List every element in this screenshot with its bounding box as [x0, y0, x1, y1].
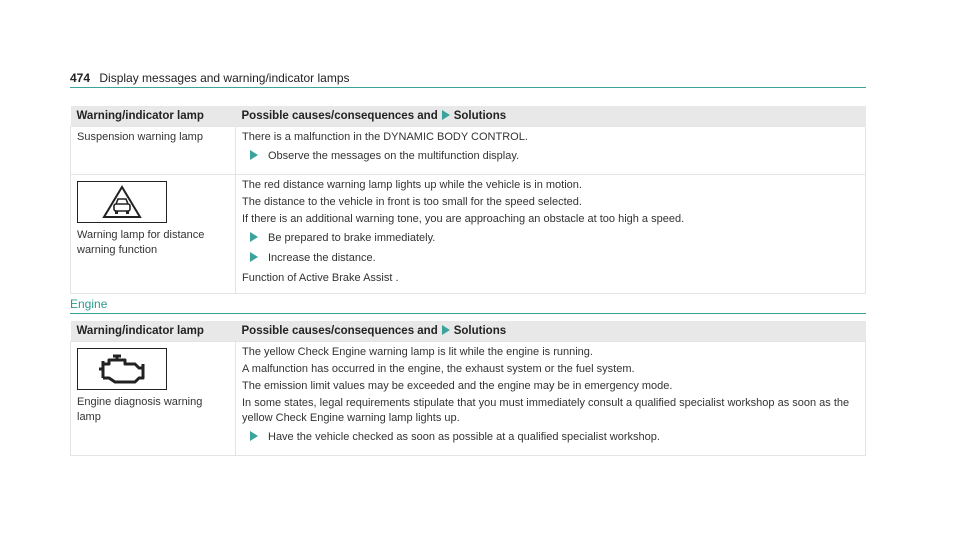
warning-lamp-table-2 [70, 321, 866, 456]
solution-step-text: Have the vehicle checked as soon as possible at a qualified specialist workshop. [268, 431, 660, 443]
function-note: Function of Active Brake Assist . [242, 272, 399, 284]
causes-cell [236, 127, 866, 175]
causes-cell [236, 342, 866, 456]
arrow-right-icon [442, 110, 450, 120]
lamp-label: Suspension warning lamp [77, 131, 203, 143]
causes-cell [236, 175, 866, 294]
page-header-title: Display messages and warning/indicator lamps [99, 71, 350, 85]
cause-text: The yellow Check Engine warning lamp is lit while the engine is running. [242, 346, 593, 358]
table-row [71, 342, 866, 456]
cause-text: In some states, legal requirements stipulate that you must immediately consult a qualified specialist workshop as soon as the yellow Check Engine warning lamp lights up. [242, 397, 850, 424]
arrow-right-icon [442, 325, 450, 335]
step-arrow-icon [250, 232, 258, 242]
solution-step-text: Observe the messages on the multifunction display. [268, 150, 520, 162]
solution-step [250, 231, 859, 246]
col-header-causes [236, 106, 866, 127]
cause-text: If there is an additional warning tone, you are approaching an obstacle at too high a speed. [242, 213, 685, 225]
header-divider [70, 87, 866, 88]
table-header-row [71, 321, 866, 342]
step-arrow-icon [250, 431, 258, 441]
col-header-solutions-text: Solutions [453, 325, 507, 337]
cause-text: A malfunction has occurred in the engine, the exhaust system or the fuel system. [242, 363, 635, 375]
section-divider [70, 313, 866, 314]
table-header-row [71, 106, 866, 127]
solution-step-text: Be prepared to brake immediately. [268, 232, 436, 244]
col-header-lamp: Warning/indicator lamp [71, 321, 236, 342]
lamp-cell [71, 127, 236, 175]
distance-warning-icon [77, 181, 167, 223]
lamp-cell [71, 175, 236, 294]
cause-text: The distance to the vehicle in front is too small for the speed selected. [242, 196, 582, 208]
section-title-engine: Engine [70, 297, 108, 311]
warning-lamp-table-1 [70, 106, 866, 294]
solution-step-text: Increase the distance. [268, 252, 376, 264]
col-header-causes-text: Possible causes/consequences and [241, 325, 438, 337]
col-header-solutions-text: Solutions [453, 110, 507, 122]
solution-step [250, 430, 859, 445]
cause-text: The emission limit values may be exceeded and the engine may be in emergency mode. [242, 380, 673, 392]
step-arrow-icon [250, 150, 258, 160]
lamp-cell [71, 342, 236, 456]
solution-step [250, 251, 859, 266]
cause-text: There is a malfunction in the DYNAMIC BODY CONTROL. [242, 131, 528, 143]
cause-text: The red distance warning lamp lights up while the vehicle is in motion. [242, 179, 582, 191]
col-header-causes [236, 321, 866, 342]
page-number: 474 [70, 71, 91, 85]
page-header [70, 71, 350, 85]
col-header-causes-text: Possible causes/consequences and [241, 110, 438, 122]
step-arrow-icon [250, 252, 258, 262]
table-row [71, 127, 866, 175]
lamp-label: Engine diagnosis warning lamp [77, 396, 203, 423]
col-header-lamp: Warning/indicator lamp [71, 106, 236, 127]
lamp-label: Warning lamp for distance warning function [77, 229, 205, 256]
table-row [71, 175, 866, 294]
solution-step [250, 149, 859, 164]
check-engine-icon [77, 348, 167, 390]
